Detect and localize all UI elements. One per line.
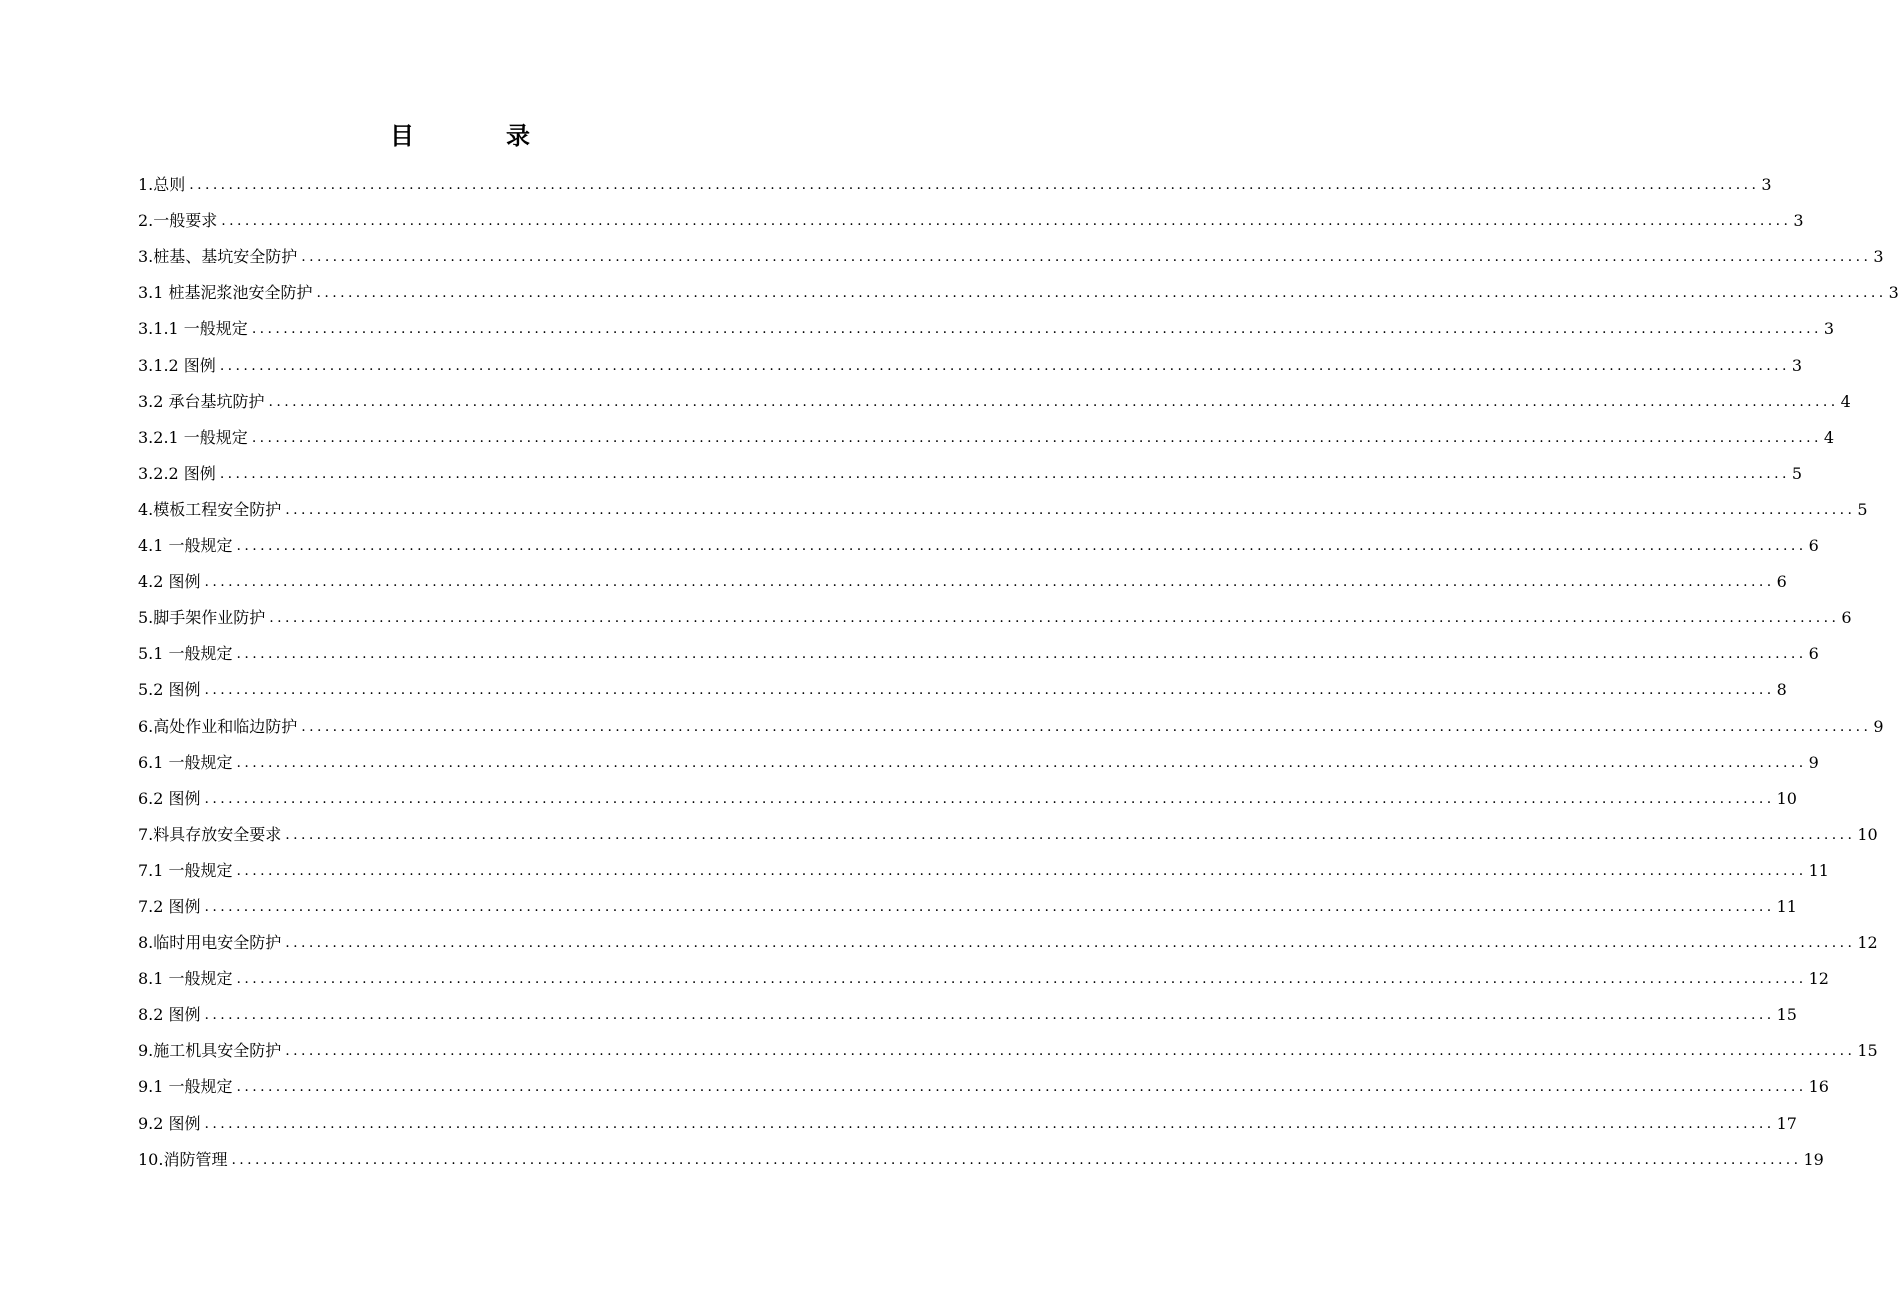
toc-entry-page-number: 16: [1808, 1077, 1829, 1097]
toc-dot-leader: ........................................................................................................................................................................................................: [204, 574, 1775, 591]
toc-entry-page-number: 12: [1857, 933, 1878, 953]
toc-entry-label: 9.1 一般规定: [138, 1077, 233, 1097]
toc-entry[interactable]: [138, 196, 1804, 232]
toc-entry-label: 8.2 图例: [138, 1005, 201, 1025]
toc-entry-page-number: 12: [1808, 969, 1829, 989]
toc-entry-page-number: 8: [1776, 680, 1787, 700]
toc-dot-leader: ........................................................................................................................................................................................................: [236, 646, 1807, 663]
toc-entry-label: 7.1 一般规定: [138, 860, 233, 880]
toc-entry-page-number: 6: [1776, 572, 1787, 592]
toc-dot-leader: ........................................................................................................................................................................................................: [285, 501, 1856, 518]
toc-dot-leader: ........................................................................................................................................................................................................: [236, 862, 1807, 879]
toc-dot-leader: ........................................................................................................................................................................................................: [236, 538, 1807, 555]
toc-entry-page-number: 17: [1776, 1113, 1797, 1133]
toc-entry[interactable]: [138, 954, 1829, 990]
toc-entry-page-number: 3: [1888, 283, 1899, 303]
toc-entry-page-number: 11: [1808, 860, 1829, 880]
toc-list: [138, 160, 1899, 1171]
toc-entry-page-number: 11: [1776, 896, 1797, 916]
toc-entry[interactable]: [138, 377, 1851, 413]
toc-entry-label: 3.2.1 一般规定: [138, 427, 248, 447]
toc-entry[interactable]: [138, 1098, 1797, 1134]
toc-dot-leader: ........................................................................................................................................................................................................: [269, 610, 1840, 627]
toc-dot-leader: ........................................................................................................................................................................................................: [301, 718, 1872, 735]
toc-entry[interactable]: [138, 629, 1819, 665]
toc-dot-leader: ........................................................................................................................................................................................................: [219, 465, 1790, 482]
toc-dot-leader: ........................................................................................................................................................................................................: [236, 1079, 1807, 1096]
toc-entry-page-number: 6: [1808, 644, 1819, 664]
toc-entry-label: 4.2 图例: [138, 572, 201, 592]
toc-entry-label: 10.消防管理: [138, 1149, 228, 1169]
toc-entry[interactable]: [138, 665, 1787, 701]
toc-dot-leader: ........................................................................................................................................................................................................: [285, 826, 1856, 843]
toc-dot-leader: ........................................................................................................................................................................................................: [236, 971, 1807, 988]
toc-entry-label: 8.临时用电安全防护: [138, 933, 282, 953]
toc-entry-label: 5.2 图例: [138, 680, 201, 700]
toc-entry-page-number: 10: [1857, 824, 1878, 844]
toc-entry[interactable]: [138, 593, 1852, 629]
toc-dot-leader: ........................................................................................................................................................................................................: [204, 1007, 1775, 1024]
toc-entry-label: 8.1 一般规定: [138, 969, 233, 989]
toc-dot-leader: ........................................................................................................................................................................................................: [268, 393, 1839, 410]
toc-entry[interactable]: [138, 810, 1878, 846]
toc-entry[interactable]: [138, 557, 1787, 593]
toc-entry-label: 3.1 桩基泥浆池安全防护: [138, 283, 313, 303]
toc-dot-leader: ........................................................................................................................................................................................................: [285, 1043, 1856, 1060]
toc-dot-leader: ........................................................................................................................................................................................................: [204, 682, 1775, 699]
toc-entry-page-number: 3: [1823, 319, 1835, 339]
toc-entry-label: 7.2 图例: [138, 896, 201, 916]
toc-entry[interactable]: [138, 1026, 1878, 1062]
toc-entry[interactable]: [138, 340, 1803, 376]
toc-entry[interactable]: [138, 990, 1797, 1026]
toc-dot-leader: ........................................................................................................................................................................................................: [204, 790, 1775, 807]
toc-entry[interactable]: [138, 485, 1868, 521]
toc-entry[interactable]: [138, 738, 1819, 774]
toc-dot-leader: ........................................................................................................................................................................................................: [251, 321, 1822, 338]
toc-entry-label: 4.1 一般规定: [138, 536, 233, 556]
toc-entry-page-number: 15: [1776, 1005, 1797, 1025]
toc-dot-leader: ........................................................................................................................................................................................................: [301, 249, 1872, 266]
toc-entry[interactable]: [138, 304, 1835, 340]
toc-dot-leader: ........................................................................................................................................................................................................: [236, 754, 1807, 771]
toc-entry-page-number: 15: [1857, 1041, 1878, 1061]
toc-entry[interactable]: [138, 1135, 1824, 1171]
toc-title: 目 录: [390, 121, 564, 150]
toc-dot-leader: ........................................................................................................................................................................................................: [221, 213, 1792, 230]
toc-entry[interactable]: [138, 160, 1772, 196]
toc-entry-page-number: 10: [1776, 788, 1797, 808]
toc-dot-leader: ........................................................................................................................................................................................................: [316, 285, 1887, 302]
toc-entry[interactable]: [138, 449, 1803, 485]
toc-entry-label: 7.料具存放安全要求: [138, 824, 282, 844]
toc-entry-page-number: 3: [1791, 355, 1803, 375]
toc-dot-leader: ........................................................................................................................................................................................................: [219, 357, 1790, 374]
toc-entry-label: 5.脚手架作业防护: [138, 608, 266, 628]
toc-entry[interactable]: [138, 918, 1878, 954]
toc-entry-page-number: 6: [1841, 608, 1852, 628]
toc-entry-label: 3.1.2 图例: [138, 355, 216, 375]
toc-dot-leader: ........................................................................................................................................................................................................: [251, 429, 1822, 446]
toc-entry-page-number: 4: [1840, 391, 1851, 411]
toc-entry-label: 6.2 图例: [138, 788, 201, 808]
toc-entry-page-number: 9: [1873, 716, 1884, 736]
toc-entry-label: 3.2.2 图例: [138, 463, 216, 483]
toc-dot-leader: ........................................................................................................................................................................................................: [231, 1151, 1802, 1168]
toc-entry-label: 4.模板工程安全防护: [138, 499, 282, 519]
toc-entry-label: 3.1.1 一般规定: [138, 319, 248, 339]
toc-entry[interactable]: [138, 268, 1899, 304]
toc-entry-page-number: 6: [1808, 536, 1819, 556]
toc-entry[interactable]: [138, 1062, 1829, 1098]
toc-entry-label: 9.2 图例: [138, 1113, 201, 1133]
toc-entry-label: 3.桩基、基坑安全防护: [138, 247, 298, 267]
toc-entry-page-number: 9: [1808, 752, 1819, 772]
toc-entry-label: 5.1 一般规定: [138, 644, 233, 664]
toc-entry-page-number: 3: [1761, 175, 1772, 195]
toc-dot-leader: ........................................................................................................................................................................................................: [189, 177, 1760, 194]
toc-entry[interactable]: [138, 882, 1797, 918]
toc-entry-page-number: 3: [1793, 211, 1804, 231]
toc-entry[interactable]: [138, 701, 1884, 737]
toc-entry-label: 6.高处作业和临边防护: [138, 716, 298, 736]
toc-entry-page-number: 3: [1873, 247, 1884, 267]
toc-entry-page-number: 5: [1791, 463, 1803, 483]
toc-entry-page-number: 19: [1803, 1149, 1824, 1169]
toc-entry-label: 3.2 承台基坑防护: [138, 391, 265, 411]
toc-entry-label: 9.施工机具安全防护: [138, 1041, 282, 1061]
toc-entry[interactable]: [138, 521, 1819, 557]
toc-entry[interactable]: [138, 232, 1884, 268]
toc-entry-label: 6.1 一般规定: [138, 752, 233, 772]
toc-dot-leader: ........................................................................................................................................................................................................: [204, 1115, 1775, 1132]
toc-dot-leader: ........................................................................................................................................................................................................: [204, 898, 1775, 915]
toc-entry-label: 1.总则: [138, 175, 186, 195]
toc-entry-label: 2.一般要求: [138, 211, 218, 231]
toc-entry-page-number: 5: [1857, 499, 1868, 519]
toc-entry[interactable]: [138, 774, 1797, 810]
toc-dot-leader: ........................................................................................................................................................................................................: [285, 935, 1856, 952]
toc-entry[interactable]: [138, 413, 1835, 449]
toc-entry[interactable]: [138, 846, 1829, 882]
toc-entry-page-number: 4: [1823, 427, 1835, 447]
